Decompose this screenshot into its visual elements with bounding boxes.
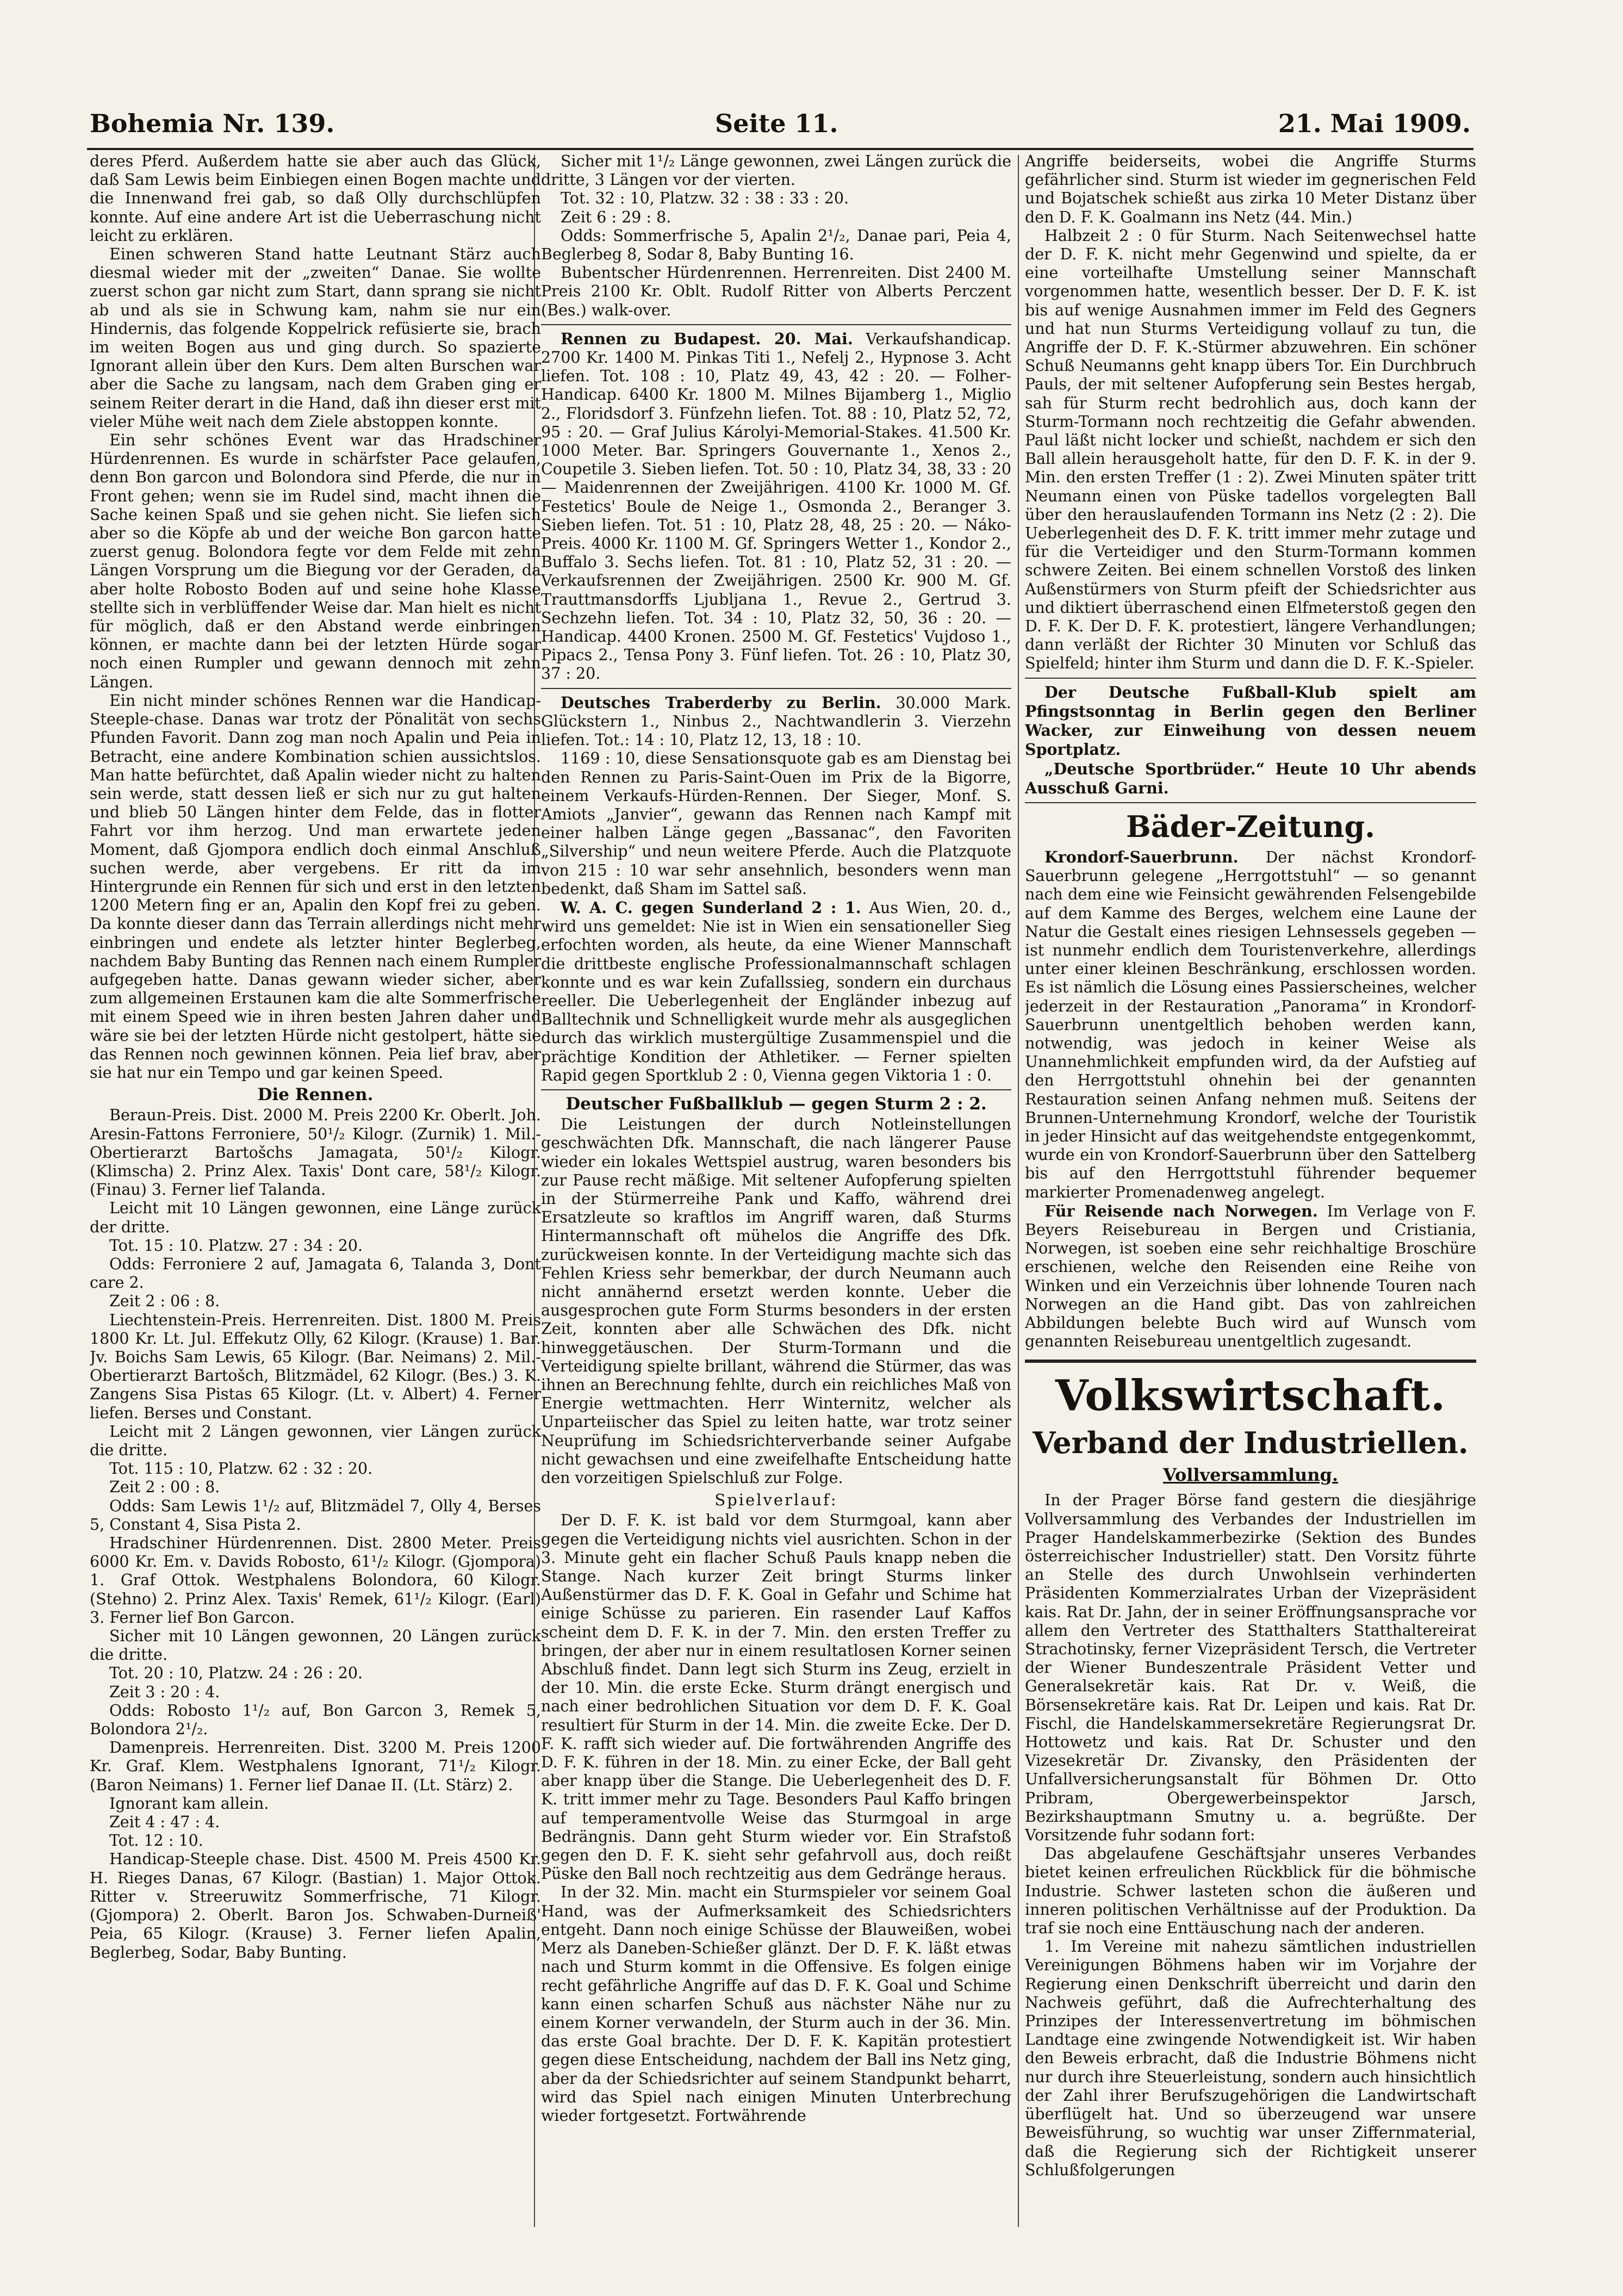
race-note: Zeit 6 : 29 : 8.	[561, 208, 671, 226]
section-rule	[541, 688, 1011, 689]
race-result: Handicap-Steeple chase. Dist. 4500 M. Preis 4500 Kr. H. Rieges Danas, 67 Kilogr. (Bastian) 1. Major Ottok. Ritter v. Streeruwitz Sommerfrische, 71 Kilogr. (Gjompora) 2. Oberlt. Baron Jos. Schwaben-Durneiß' Peia, 65 Kilogr. (Krause) 3. Ferner liefen Apalin, Beglerbeg, Sodar, Baby Bunting.	[90, 1850, 541, 1962]
column-2	[541, 152, 1011, 2241]
paragraph: Die Leistungen der durch Notleinstellungen geschwächten Dfk. Mannschaft, die nach längerer Pause wieder ein lokales Wettspiel austrug, waren besonders bis zur Pause recht mäßige. Mit seltener Aufopferung spielten in der Stürmerreihe Pank und Kaffo, während drei Ersatzleute so kraftlos im Angriff waren, daß Sturms Hintermannschaft oft mühelos die Angriffe des Dfk. zurückweisen konnte. In der Verteidigung machte sich das Fehlen Kriess sehr bemerkbar, der durch Neumann auch nicht annähernd ersetzt werden konnte. Ueber die ausgesprochen gute Form Sturms besonders in der ersten Zeit, konnten aber alle Schwächen des Dfk. nicht hinweggetäuschen. Der Sturm-Tormann und die Verteidigung spielte brillant, während die Stürmer, das was ihnen an Berechnung fehlte, durch ein reichliches Maß von Energie wettmachten. Herr Winternitz, welcher als Unparteiischer das Spiel zu leiten hatte, war trotz seiner Neuprüfung im Schiedsrichterverbande seiner Aufgabe nicht gewachsen und eine zweifelhafte Entscheidung hatte den vorzeitigen Spielschluß zur Folge.	[541, 1115, 1011, 1487]
section-rule	[1025, 678, 1476, 679]
krondorf-article	[1025, 848, 1476, 1202]
race-note: Sicher mit 10 Längen gewonnen, 20 Längen zurück die dritte.	[90, 1627, 541, 1664]
paragraph: 1. Im Vereine mit nahezu sämtlichen industriellen Vereinigungen Böhmens haben wir im Vorjahre der Regierung einen Denkschrift überreicht und darin den Nachweis geführt, daß die Aufrechterhaltung des Prinzipes der Interessenvertretung im böhmischen Landtage eine zwingende Notwendigkeit ist. Wir haben den Beweis erbracht, daß die Industrie Böhmens nicht nur durch ihre Steuerleistung, sondern auch hinsichtlich der Zahl ihrer Berufszugehörigen die Landwirtschaft überflügelt hat. Und so überzeugend war unsere Beweisführung, so wuchtig war unser Ziffernmaterial, daß die Regierung sich der Richtigkeit unserer Schlußfolgerungen	[1025, 1938, 1476, 2179]
section-rule	[541, 1089, 1011, 1090]
budapest-results	[541, 330, 1011, 684]
race-note: Tot. 20 : 10, Platzw. 24 : 26 : 20.	[109, 1664, 363, 1683]
sportbrueder-text: „Deutsche Sportbrüder.“ Heute 10 Uhr abends Ausschuß Garni.	[1025, 759, 1476, 797]
paragraph: Der D. F. K. ist bald vor dem Sturmgoal, kann aber gegen die Verteidigung nichts viel ausrichten. Schon in der 3. Minute geht ein flacher Schuß Pauls knapp neben die Stange. Nach kurzer Zeit bringt Sturms linker Außenstürmer das D. F. K. Goal in Gefahr und Schime hat einige Schüsse zu parieren. Ein rasender Lauf Kaffos scheint dem D. F. K. in der 7. Min. den ersten Treffer zu bringen, der aber nur in einem resultatlosen Korner seinen Abschluß findet. Dann legt sich Sturm ins Zeug, erzielt in der 10. Min. die erste Ecke. Sturm drängt energisch und nach einer bedrohlichen Situation vor dem D. F. K. Goal resultiert für Sturm in der 14. Min. die zweite Ecke. Der D. F. K. rafft sich wieder auf. Die fortwährenden Angriffe des D. F. K. führen in der 18. Min. zu einer Ecke, der Ball geht aber knapp über die Stange. Die Ueberlegenheit des D. F. K. tritt immer mehr zu Tage. Besonders Paul Kaffo bringen auf temperamentvolle Weise das Sturmgoal in arge Bedrängnis. Dann geht Sturm wieder vor. Ein Strafstoß gegen den D. F. K. sieht sehr gefahrvoll aus, doch reißt Püske den Ball noch rechtzeitig aus dem Gedränge heraus.	[541, 1511, 1011, 1883]
column-3	[1025, 152, 1476, 2241]
race-result: Bubentscher Hürdenrennen. Herrenreiten. Dist 2400 M. Preis 2100 Kr. Oblt. Rudolf Ritter von Alberts Perczent (Bes.) walk-over.	[541, 264, 1011, 319]
krondorf-heading: Krondorf-Sauerbrunn.	[1044, 847, 1239, 866]
budapest-text: Verkaufshandicap. 2700 Kr. 1400 M. Pinkas Titi 1., Nefelj 2., Hypnose 3. Acht liefen. Tot. 108 : 10, Platz 49, 43, 42 : 20. — Folher-Handicap. 6400 Kr. 1800 M. Milnes Bijamberg 1., Miglio 2., Floridsdorf 3. Fünfzehn liefen. Tot. 88 : 10, Platz 52, 72, 95 : 20. — Graf Julius Károlyi-Memorial-Stakes. 41.500 Kr. 1000 Meter. Bar. Springers Gouvernante 1., Xenos 2., Coupetile 3. Sieben liefen. Tot. 50 : 10, Platz 34, 38, 33 : 20 — Maidenrennen der Zweijährigen. 4100 Kr. 1000 M. Gf. Festetics' Boule de Neige 1., Osmonda 2., Beranger 3. Sieben liefen. Tot. 51 : 10, Platz 28, 48, 25 : 20. — Náko-Preis. 4000 Kr. 1100 M. Gf. Springers Wetter 1., Kondor 2., Buffalo 3. Sechs liefen. Tot. 81 : 10, Platz 52, 31 : 20. — Verkaufsrennen der Zweijährigen. 2500 Kr. 900 M. Gf. Trauttmansdorffs Ljubljana 1., Revue 2., Gertrud 3. Sechzehn liefen. Tot. 34 : 10, Platz 32, 50, 36 : 20. — Handicap. 4400 Kronen. 2500 M. Gf. Festetics' Vujdoso 1., Pipacs 2., Tensa Pony 3. Fünf liefen. Tot. 26 : 10, Platz 30, 37 : 20.	[541, 330, 1011, 683]
race-note: Zeit 2 : 00 : 8.	[109, 1478, 220, 1497]
race-note: Odds: Robosto 1¹/₂ auf, Bon Garcon 3, Remek 5, Bolondora 2¹/₂.	[90, 1701, 541, 1739]
race-note: Ignorant kam allein.	[109, 1794, 269, 1813]
paragraph: Das abgelaufene Geschäftsjahr unseres Verbandes bietet keinen erfreulichen Rückblick für die böhmische Industrie. Schwer lasteten schon die äußeren und inneren politischen Verhältnisse auf der Produktion. Da traf sie noch eine Enttäuschung nach der anderen.	[1025, 1845, 1476, 1938]
race-note: Tot. 15 : 10. Platzw. 27 : 34 : 20.	[109, 1236, 363, 1255]
section-rule-thick	[1025, 1360, 1476, 1363]
race-note: Zeit 3 : 20 : 4.	[109, 1683, 220, 1701]
header-rule	[87, 148, 1473, 150]
race-note: Leicht mit 2 Längen gewonnen, vier Längen zurück die dritte.	[90, 1422, 541, 1460]
race-result: Beraun-Preis. Dist. 2000 M. Preis 2200 Kr. Oberlt. Joh. Aresin-Fattons Ferroniere, 50¹/₂ Kilogr. (Zurnik) 1. Mil.-Obertierarzt Bartošchs Jamagata, 50¹/₂ Kilogr. (Klimscha) 2. Prinz Alex. Taxis' Dont care, 58¹/₂ Kilogr. (Finau) 3. Ferner lief Talanda.	[90, 1106, 541, 1199]
race-note: Tot. 115 : 10, Platzw. 62 : 32 : 20.	[109, 1460, 373, 1478]
traberderby-heading: Deutsches Traberderby zu Berlin.	[561, 693, 881, 712]
volkswirtschaft-title: Volkswirtschaft.	[1055, 1371, 1446, 1421]
sportbrueder-note	[1025, 760, 1476, 798]
paragraph: Ein sehr schönes Event war das Hradschiner Hürdenrennen. Es wurde in schärfster Pace gelaufen, denn Bon garcon und Bolondora sind Pferde, die nur in Front gehen; wenn sie im Rudel sind, macht ihnen die Sache keinen Spaß und sie gehen nicht. Sie liefen sich aber so die Köpfe ab und der weiche Bon garcon hatte zuerst genug. Bolondora fegte vor dem Felde mit zehn Längen Vorsprung um die Biegung vor der Geraden, da aber holte Robosto Boden auf und seine hohe Klasse stellte sich in verblüffender Weise dar. Man hielt es nicht für möglich, daß er den Abstand werde einbringen können, er machte dann bei der letzten Hürde sogar noch einen Rumpler und gewann dennoch mit zehn Längen.	[90, 431, 541, 691]
paragraph: Einen schweren Stand hatte Leutnant Stärz auch diesmal wieder mit der „zweiten“ Danae. Sie wollte zuerst schon gar nicht zum Start, dann sprang sie nicht ab und als sie in Schwung kam, nahm sie nur ein Hindernis, das folgende Koppelrick refüsierte sie, brach im weiten Bogen aus und ging durch. So spazierte Ignorant allein über den Kurs. Dem alten Burschen war aber die Sache zu langsam, nach dem Graben ging er seinem Reiter derart in die Hand, daß ihn dieser erst mit vieler Mühe weit nach dem Ziele abstoppen konnte.	[90, 245, 541, 431]
issue-date: 21. Mai 1909.	[1278, 109, 1471, 138]
spielverlauf-heading: Spielverlauf:	[714, 1491, 838, 1510]
wac-heading: W. A. C. gegen Sunderland 2 : 1.	[561, 898, 861, 917]
race-note: Zeit 4 : 47 : 4.	[109, 1813, 220, 1832]
paragraph: Halbzeit 2 : 0 für Sturm. Nach Seitenwechsel hatte der D. F. K. nicht mehr Gegenwind und spielte, da er eine vorteilhafte Umstellung seiner Mannschaft vorgenommen hatte, wesentlich besser. Der D. F. K. ist bis auf wenige Ausnahmen immer im Feld des Gegners und hat nun Sturms Verteidigung vollauf zu tun, die Angriffe der D. F. K.-Stürmer abzuwehren. Ein schöner Schuß Neumanns geht knapp übers Tor. Ein Durchbruch Pauls, der mit seltener Aufopferung sein Bestes hergab, sah für Sturm recht bedrohlich aus, doch kann der Sturm-Tormann noch rechtzeitig die Gefahr abwenden. Paul läßt nicht locker und schießt, nachdem er sich den Ball allein herausgeholt hatte, für den D. F. K. in der 9. Min. den ersten Treffer (1 : 2). Zwei Minuten später tritt Neumann einen von Püske tadellos vorgelegten Ball über den herauslaufenden Tormann ins Netz (2 : 2). Die Ueberlegenheit des D. F. K. tritt immer mehr zutage und für die Verteidiger und den Sturm-Tormann kommen schwere Zeiten. Bei einem schnellen Vorstoß des linken Außenstürmers von Sturm pfeift der Schiedsrichter aus und diktiert überraschend einen Elfmeterstoß gegen den D. F. K. Der D. F. K. protestiert, längere Verhandlungen; dann verläßt der Richter 30 Minuten vor Schluß das Spielfeld; hinter ihm Sturm und dann die D. F. K.-Spieler.	[1025, 226, 1476, 673]
race-result: Hradschiner Hürdenrennen. Dist. 2800 Meter. Preis 6000 Kr. Em. v. Davids Robosto, 61¹/₂ Kilogr. (Gjompora) 1. Graf Ottok. Westphalens Bolondora, 60 Kilogr. (Stehno) 2. Prinz Alex. Taxis' Remek, 61¹/₂ Kilogr. (Earl) 3. Ferner lief Bon Garcon.	[90, 1534, 541, 1627]
race-result: Liechtenstein-Preis. Herrenreiten. Dist. 1800 M. Preis 1800 Kr. Lt. Jul. Effekutz Olly, 62 Kilogr. (Krause) 1. Bar. Jv. Boichs Sam Lewis, 65 Kilogr. (Bar. Neimans) 2. Mil.-Obertierarzt Bartošch, Blitzmädel, 62 Kilogr. (Bes.) 3. K. Zangens Sisa Pistas 65 Kilogr. (Lt. v. Albert) 4. Ferner liefen. Berses und Constant.	[90, 1311, 541, 1422]
race-note: Leicht mit 10 Längen gewonnen, eine Länge zurück der dritte.	[90, 1199, 541, 1236]
paragraph: deres Pferd. Außerdem hatte sie aber auch das Glück, daß Sam Lewis beim Einbiegen einen Bogen machte und die Innenwand frei gab, so daß Olly durchschlüpfen konnte. Auf eine andere Art ist die Ueberraschung nicht leicht zu erklären.	[90, 152, 541, 245]
race-note: Zeit 2 : 06 : 8.	[109, 1292, 220, 1311]
krondorf-text: Der nächst Krondorf-Sauerbrunn gelegene „Herrgottstuhl“ — so genannt nach dem eine wie Feinsicht gewährenden Felsengebilde auf dem Kamme des Berges, welchem eine Laune der Natur die Gestalt eines riesigen Lehnsessels gegeben — ist nunmehr endlich dem Touristenverkehre, allerdings unter einer kleinen Beschränkung, erschlossen worden. Es ist nämlich die Lösung eines Passierscheines, welcher jederzeit in der Restauration „Panorama“ in Krondorf-Sauerbrunn unentgeltlich behoben werden kann, notwendig, was jedoch in keiner Weise als Unannehmlichkeit empfunden wird, da der Aufstieg auf den Herrgottstuhl ohnehin bei der genannten Restauration seinen Anfang nehmen muß. Seitens der Brunnen-Unternehmung Krondorf, welche der Touristik in jeder Hinsicht auf das weitgehendste entgegenkommt, wurde ein von Krondorf-Sauerbrunn über den Sattelberg bis auf den Herrgottstuhl führender bequemer markierter Promenadenweg angelegt.	[1025, 848, 1476, 1201]
page-header	[90, 103, 1471, 147]
race-note: Odds: Sam Lewis 1¹/₂ auf, Blitzmädel 7, Olly 4, Berses 5, Constant 4, Sisa Pista 2.	[90, 1497, 541, 1534]
norwegen-text: Im Verlage von F. Beyers Reisebureau in Bergen und Cristiania, Norwegen, ist soeben eine sehr reichhaltige Broschüre erschienen, welche den Reisenden eine Reihe von Winken und ein Verzeichnis über lohnende Touren nach Norwegen an die Hand gibt. Das von zahlreichen Abbildungen belebte Buch wird auf Wunsch vom genannten Reisebureau unentgeltlich zugesandt.	[1025, 1202, 1476, 1351]
race-result: Damenpreis. Herrenreiten. Dist. 3200 M. Preis 1200 Kr. Graf. Klem. Westphalens Ignorant, 71¹/₂ Kilogr. (Baron Neimans) 1. Ferner lief Danae II. (Lt. Stärz) 2.	[90, 1739, 541, 1794]
race-note: Tot. 32 : 10, Platzw. 32 : 38 : 33 : 20.	[561, 189, 849, 208]
race-note: Sicher mit 1¹/₂ Länge gewonnen, zwei Längen zurück die dritte, 3 Längen vor der vierten.	[541, 152, 1011, 189]
race-note: Tot. 12 : 10.	[109, 1832, 203, 1850]
page-number: Seite 11.	[715, 109, 838, 138]
column-divider-2	[1018, 155, 1019, 2227]
paragraph: In der 32. Min. macht ein Sturmspieler vor seinem Goal Hand, was der Aufmerksamkeit des Schiedsrichters entgeht. Dann noch einige Schüsse der Blauweißen, wobei Merz als Daneben-Schießer glänzt. Der D. F. K. läßt etwas nach und Sturm kommt in die Offensive. Es folgen einige recht gefährliche Angriffe auf das D. F. K. Goal und Schime kann einen scharfen Schuß aus nächster Nähe nur zu einem Korner verwandeln, der Sturm auch in der 36. Min. das erste Goal brachte. Der D. F. K. Kapitän protestiert gegen diese Entscheidung, nachdem der Ball ins Netz ging, aber da der Schiedsrichter auf seinem Standpunkt beharrt, wird das Spiel nach einigen Minuten Unterbrechung wieder fortgesetzt. Fortwährende	[541, 1883, 1011, 2125]
dfk-announcement-text: Der Deutsche Fußball-Klub spielt am Pfingstsonntag in Berlin gegen den Berliner Wacker, zur Einweihung von dessen neuem Sportplatz.	[1025, 682, 1476, 759]
column-1	[90, 152, 541, 2241]
section-rule	[541, 324, 1011, 325]
dfk-announcement	[1025, 683, 1476, 760]
baeder-zeitung-title: Bäder-Zeitung.	[1126, 809, 1375, 844]
section-heading-die-rennen: Die Rennen.	[257, 1085, 374, 1105]
paragraph: Ein nicht minder schönes Rennen war die Handicap-Steeple-chase. Danas war trotz der Pönalität von sechs Pfunden Favorit. Dann zog man noch Apalin und Peia in Betracht, eine andere Kombination schien aussichtslos. Man hatte befürchtet, daß Apalin wieder nicht zu halten sein werde, statt dessen ließ er sich nur zu gut halten und blieb 50 Längen hinter dem Felde, das in flotter Fahrt vor ihm herzog. Und man erwartete jeden Moment, daß Gjompora endlich doch einmal Anschluß suchen werde, aber vergebens. Er ritt da im Hintergrunde ein Rennen für sich und erst in den letzten 1200 Metern fing er an, Apalin den Kopf frei zu geben. Da konnte dieser dann das Terrain allerdings nicht mehr einbringen und endete als letzter hinter Beglerbeg, nachdem Baby Bunting das Rennen nach einem Rumpler aufgegeben hatte. Danas gewann wieder sicher, aber zum allgemeinen Erstaunen kam die alte Sommerfrische mit einem Speed wie in ihren besten Jahren daher und wäre sie bei der letzten Hürde nicht gestolpert, hätte sie das Rennen noch gewinnen können. Peia lief brav, aber sie hat nur ein Tempo und gar keinen Speed.	[90, 691, 541, 1082]
wac-report	[541, 898, 1011, 1085]
traberderby-text: 30.000 Mark. Glückstern 1., Ninbus 2., Nachtwandlerin 3. Vierzehn liefen. Tot.: 14 : 10, Platz 12, 13, 18 : 10.	[541, 693, 1011, 749]
section-rule	[1025, 802, 1476, 803]
race-note: Odds: Ferroniere 2 auf, Jamagata 6, Talanda 3, Dont care 2.	[90, 1255, 541, 1292]
traberderby	[541, 693, 1011, 750]
newspaper-issue: Bohemia Nr. 139.	[90, 109, 335, 138]
budapest-heading: Rennen zu Budapest. 20. Mai.	[561, 329, 853, 348]
norwegen-article	[1025, 1202, 1476, 1351]
vollversammlung-title: Vollversammlung.	[1162, 1465, 1339, 1486]
paragraph: In der Prager Börse fand gestern die diesjährige Vollversammlung des Verbandes der Industriellen im Prager Handelskammerbezirke (Sektion des Bundes österreichischer Industrieller) statt. Den Vorsitz führte an Stelle des durch Unwohlsein verhinderten Präsidenten Kommerzialrates Urban der Vizepräsident kais. Rat Dr. Jahn, der in seiner Eröffnungsansprache vor allem den Vertreter des Statthalters Statthaltereirat Strachotinsky, ferner Vizepräsident Tersch, die Vertreter der Wiener Bundeszentrale Präsident Vetter und Generalsekretär kais. Rat Dr. v. Weiß, die Börsensekretäre kais. Rat Dr. Leipen und kais. Rat Dr. Fischl, die Handelskammersekretäre Regierungsrat Dr. Hottowetz und kais. Rat Dr. Schuster und den Vizesekretär Dr. Zivansky, den Präsidenten der Unfallversicherungsanstalt für Böhmen Dr. Otto Pribram, Obergewerbeinspektor Jarsch, Bezirkshauptmann Smutny u. a. begrüßte. Der Vorsitzende fuhr sodann fort:	[1025, 1491, 1476, 1845]
verband-title: Verband der Industriellen.	[1033, 1425, 1469, 1461]
paragraph: Angriffe beiderseits, wobei die Angriffe Sturms gefährlicher sind. Sturm ist wieder im gegnerischen Feld und Bojatschek schießt aus zirka 10 Meter Distanz über den D. F. K. Goalmann ins Netz (44. Min.)	[1025, 152, 1476, 226]
norwegen-heading: Für Reisende nach Norwegen.	[1044, 1201, 1318, 1220]
dfk-heading: Deutscher Fußballklub — gegen Sturm 2 : 2.	[565, 1094, 987, 1114]
paragraph: 1169 : 10, diese Sensationsquote gab es am Dienstag bei den Rennen zu Paris-Saint-Ouen im Prix de la Bigorre, einem Verkaufs-Hürden-Rennen. Der Sieger, Monf. S. Amiots „Janvier“, gewann das Rennen nach Kampf mit einer halben Länge gegen „Bassanac“, den Favoriten „Silvership“ und neun weitere Pferde. Auch die Platzquote von 215 : 10 war sehr ansehnlich, besonders wenn man bedenkt, daß Sham im Sattel saß.	[541, 749, 1011, 898]
race-note: Odds: Sommerfrische 5, Apalin 2¹/₂, Danae pari, Peia 4, Beglerbeg 8, Sodar 8, Baby Bunting 16.	[541, 226, 1011, 264]
wac-text: Aus Wien, 20. d., wird uns gemeldet: Nie ist in Wien ein sensationeller Sieg erfochten worden, als heute, da eine Wiener Mannschaft die drittbeste englische Professionalmannschaft schlagen konnte und es war kein Zufallssieg, sondern ein durchaus reeller. Die Ueberlegenheit der Engländer inbezug auf Balltechnik und Schnelligkeit wurde mehr als ausgeglichen durch das wirklich mustergültige Zusammenspiel und die prächtige Kondition der Athletiker. — Ferner spielten Rapid gegen Sportklub 2 : 0, Vienna gegen Viktoria 1 : 0.	[541, 898, 1011, 1084]
